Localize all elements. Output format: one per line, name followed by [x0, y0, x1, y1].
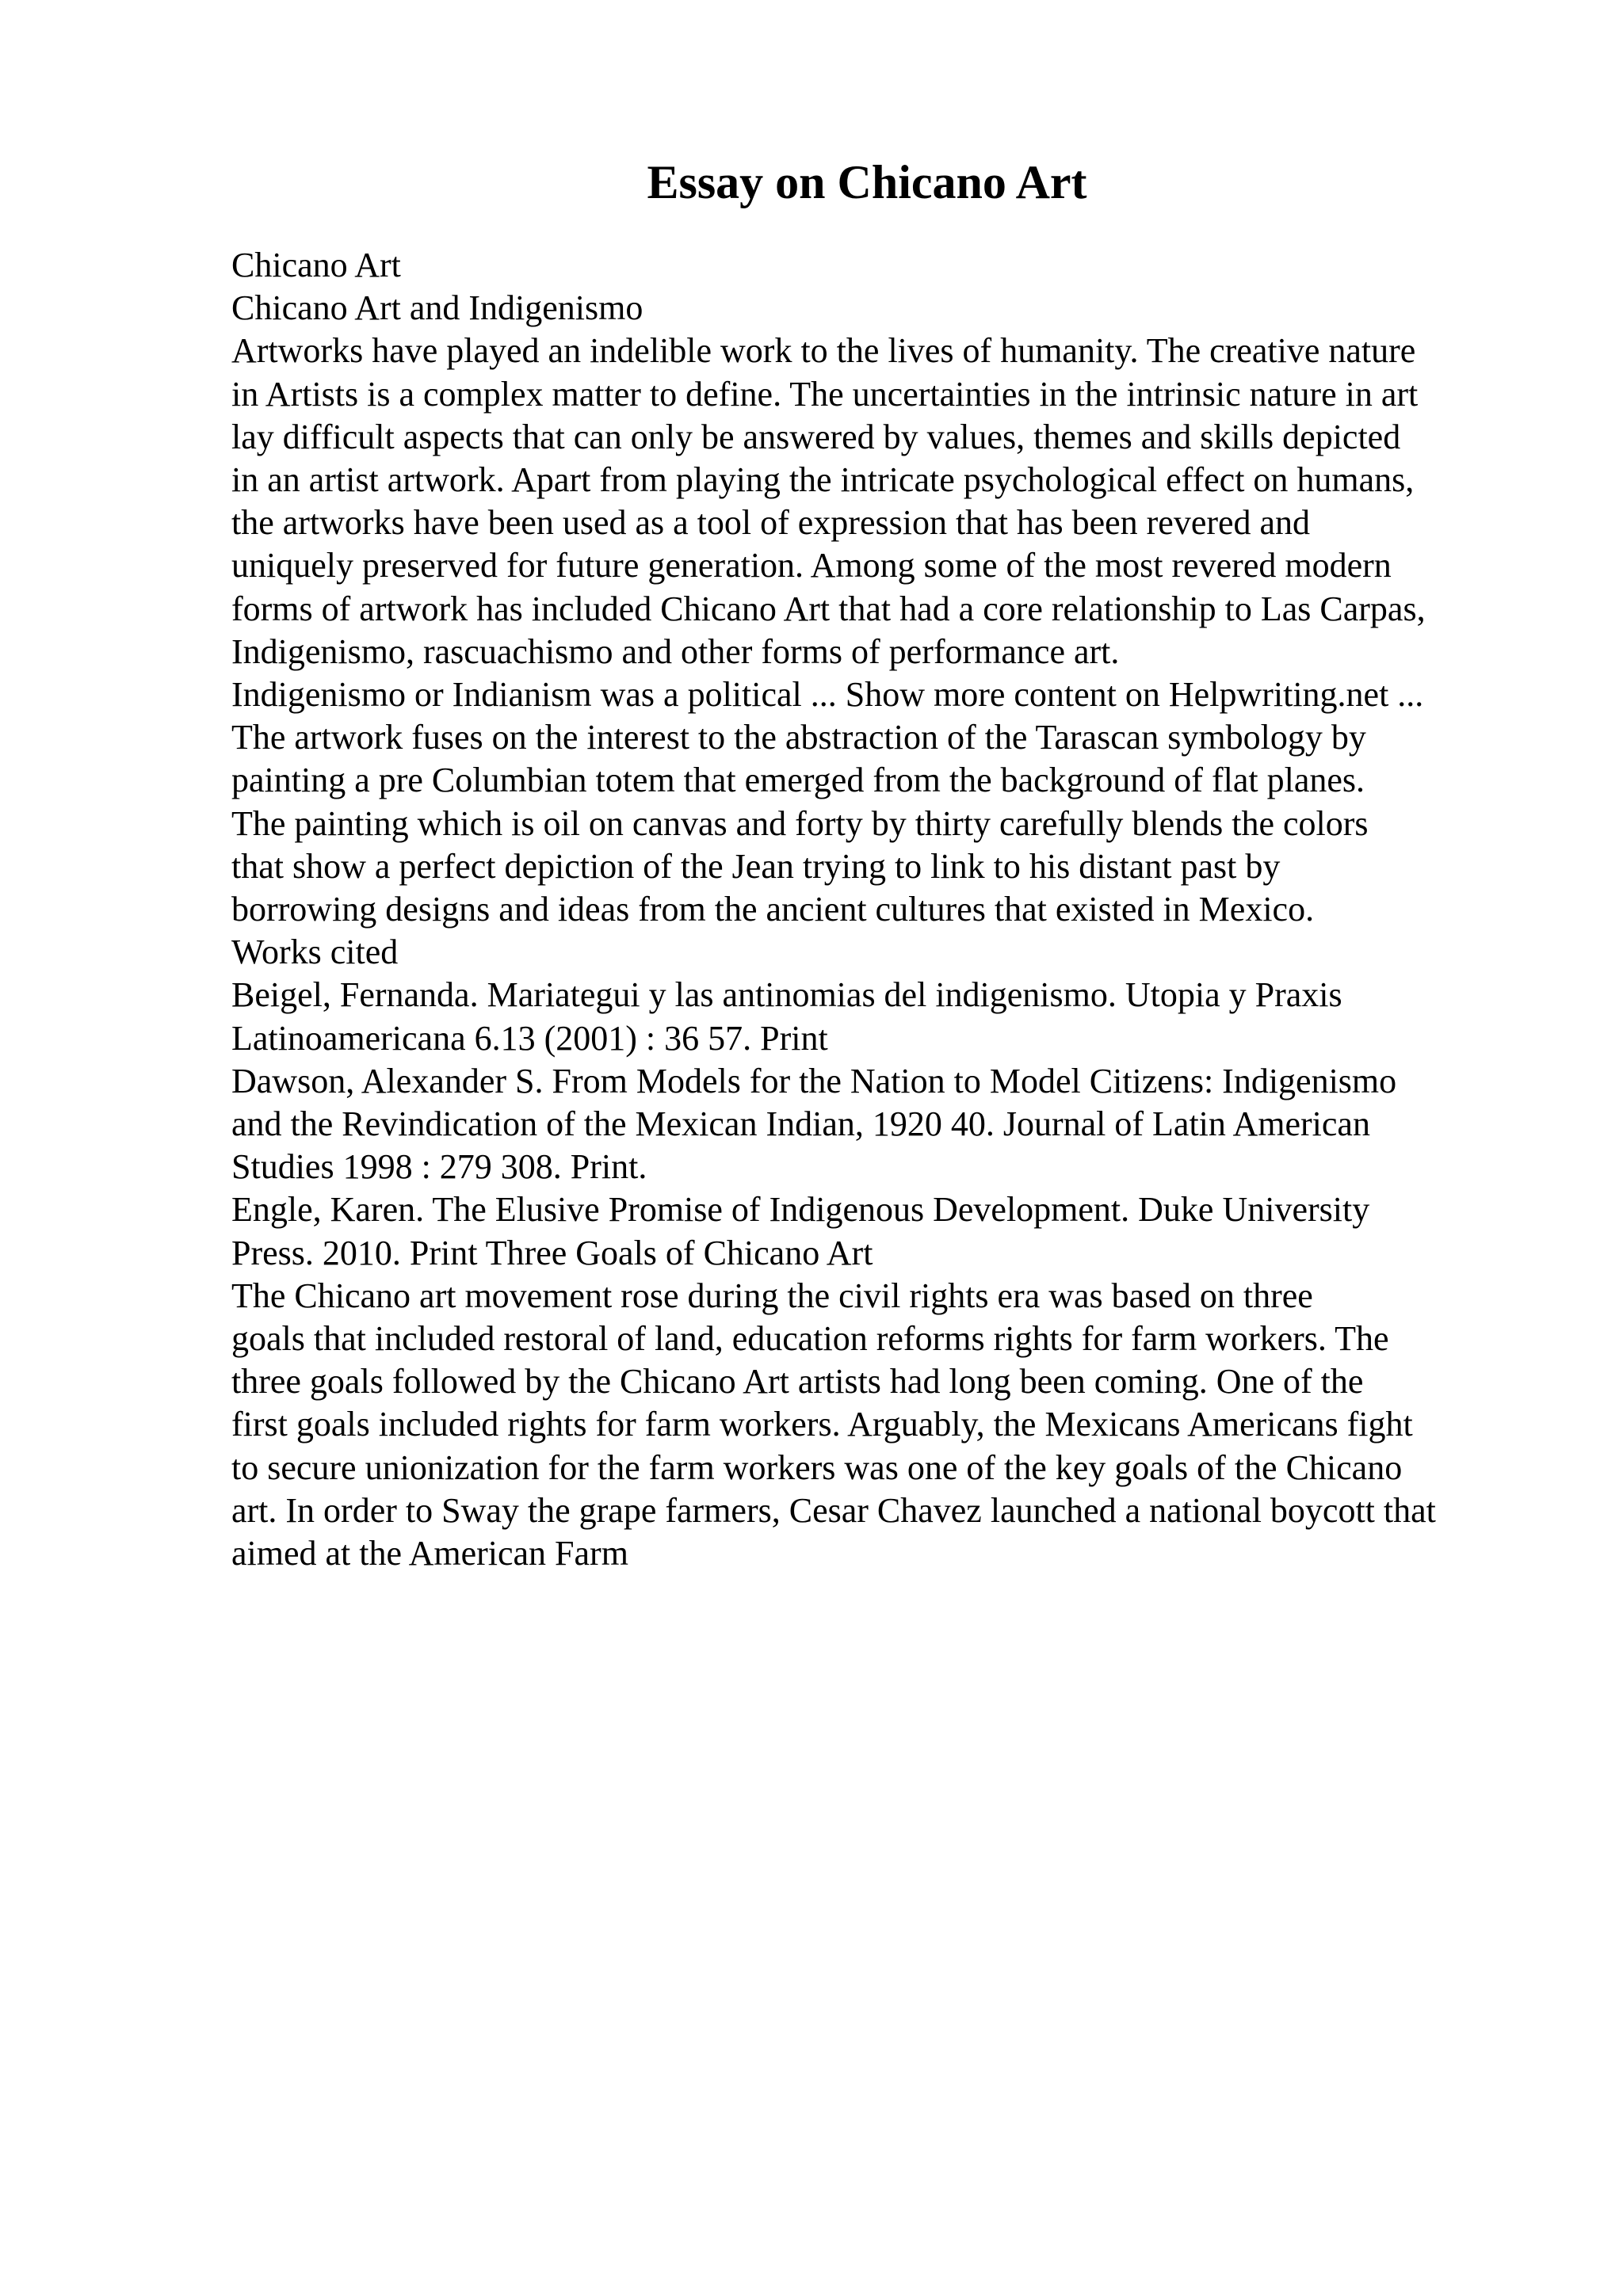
text-line: art. In order to Sway the grape farmers, Cesar Chavez launched a national boycott that: [231, 1490, 1436, 1530]
text-line: Indigenismo or Indianism was a political ... Show more content on Helpwriting.net ...: [231, 675, 1424, 715]
text-line: forms of artwork has included Chicano Art that had a core relationship to Las Carpas,: [231, 589, 1426, 628]
text-line: first goals included rights for farm workers. Arguably, the Mexicans Americans fight: [231, 1405, 1413, 1444]
text-line: Indigenismo, rascuachismo and other forms of performance art.: [231, 631, 1120, 671]
text-line: uniquely preserved for future generation. Among some of the most revered modern: [231, 546, 1392, 585]
document-body: [231, 244, 1610, 1575]
citation-line: Dawson, Alexander S. From Models for the Nation to Model Citizens: Indigenismo: [231, 1061, 1397, 1100]
citation-line: Latinoamericana 6.13 (2001) : 36 57. Print: [231, 1018, 828, 1058]
text-line: The Chicano art movement rose during the civil rights era was based on three: [231, 1276, 1313, 1315]
text-line: goals that included restoral of land, education reforms rights for farm workers. The: [231, 1319, 1389, 1359]
text-line: three goals followed by the Chicano Art artists had long been coming. One of the: [231, 1362, 1364, 1402]
text-line: in an artist artwork. Apart from playing the intricate psychological effect on humans,: [231, 460, 1415, 500]
text-line: to secure unionization for the farm workers was one of the key goals of the Chicano: [231, 1447, 1403, 1487]
text-line: The painting which is oil on canvas and forty by thirty carefully blends the colors: [231, 803, 1369, 843]
text-line: that show a perfect depiction of the Jean trying to link to his distant past by: [231, 846, 1281, 886]
text-line: Artworks have played an indelible work to the lives of humanity. The creative nature: [231, 331, 1416, 371]
citation-line: Press. 2010. Print Three Goals of Chicano Art: [231, 1233, 873, 1272]
text-line: aimed at the American Farm: [231, 1534, 628, 1573]
citation-line: Beigel, Fernanda. Mariategui y las antinomias del indigenismo. Utopia y Praxis: [231, 975, 1342, 1015]
citation-line: and the Revindication of the Mexican Indian, 1920 40. Journal of Latin American: [231, 1104, 1370, 1144]
works-cited-heading: Works cited: [231, 933, 399, 972]
citation-line: Engle, Karen. The Elusive Promise of Indigenous Development. Duke University: [231, 1190, 1370, 1230]
citation-line: Studies 1998 : 279 308. Print.: [231, 1147, 647, 1187]
text-line: borrowing designs and ideas from the ancient cultures that existed in Mexico.: [231, 890, 1315, 929]
document-title: Essay on Chicano Art: [647, 156, 1087, 208]
text-line: in Artists is a complex matter to define. The uncertainties in the intrinsic nature in art: [231, 374, 1419, 414]
text-line: The artwork fuses on the interest to the abstraction of the Tarascan symbology by: [231, 718, 1366, 757]
text-line: Chicano Art: [231, 246, 401, 284]
text-line: lay difficult aspects that can only be answered by values, themes and skills depicted: [231, 417, 1401, 456]
text-line: painting a pre Columbian totem that emerged from the background of flat planes.: [231, 761, 1365, 800]
text-line: the artworks have been used as a tool of expression that has been revered and: [231, 503, 1311, 543]
text-line: Chicano Art and Indigenismo: [231, 288, 643, 328]
